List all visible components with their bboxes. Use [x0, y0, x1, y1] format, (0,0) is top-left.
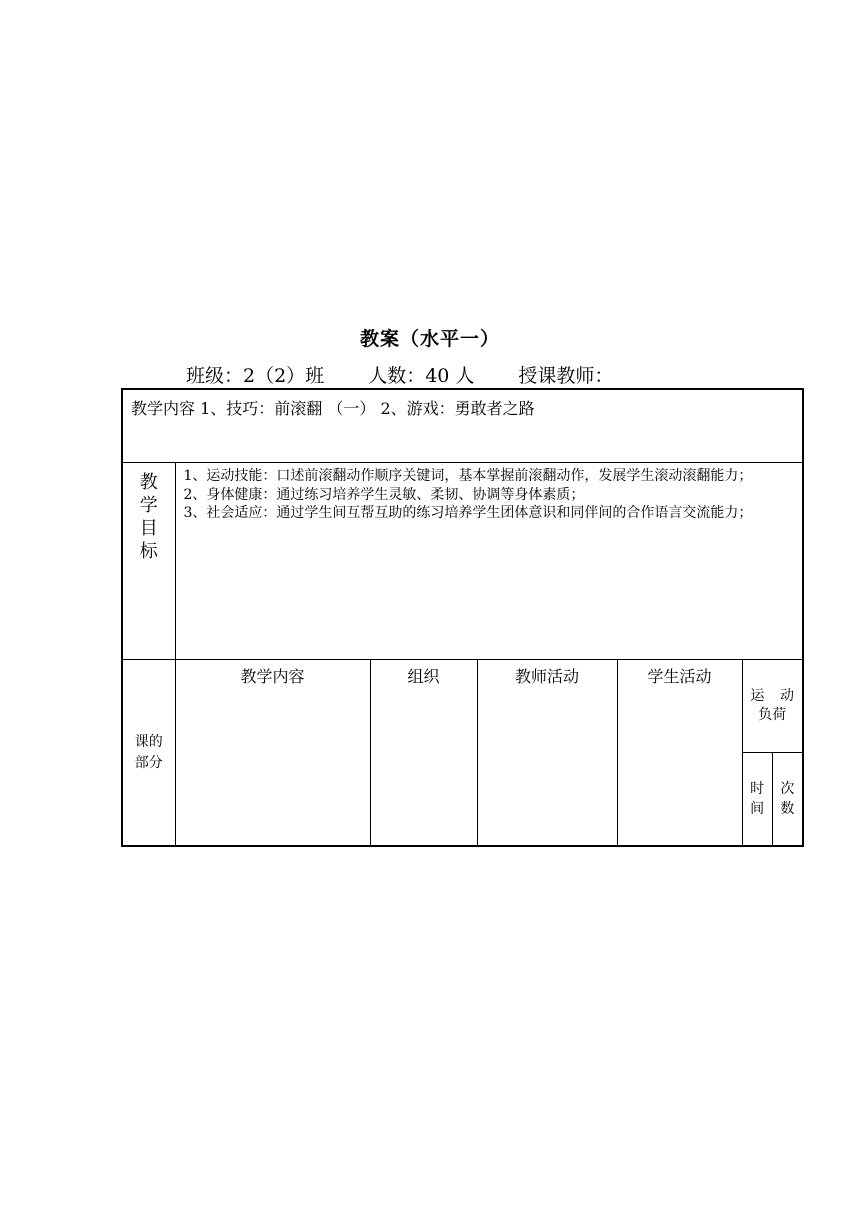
student-count: 人数：40 人: [368, 365, 475, 387]
times-header-char: 数: [780, 801, 795, 817]
times-header: [772, 753, 802, 846]
lesson-plan-table: [121, 388, 804, 847]
load-title-char: 运: [750, 688, 765, 704]
exercise-load-header: [742, 660, 803, 847]
goals-label-char: 目: [139, 518, 158, 539]
goal-item: 1、运动技能：口述前滚翻动作顺序关键词，基本掌握前滚翻动作，发展学生滚动滚翻能力；: [183, 468, 753, 484]
page-title: 教案（水平一）: [359, 328, 500, 350]
teaching-content-row: [122, 389, 803, 463]
student-activity-header: 学生活动: [617, 660, 742, 847]
lesson-part-line: 课的: [134, 733, 163, 750]
content-header: 教学内容: [175, 660, 370, 847]
teaching-goals-label: [122, 463, 175, 660]
teaching-goals-row: [122, 463, 803, 660]
lesson-part-header: [122, 660, 175, 847]
teacher-activity-header: 教师活动: [477, 660, 617, 847]
exercise-load-subtable: [743, 660, 803, 845]
goals-label-char: 教: [139, 472, 158, 493]
load-title-char: 动: [780, 688, 794, 704]
teaching-content-cell: 教学内容 1、技巧：前滚翻 （一） 2、游戏：勇敢者之路: [122, 389, 803, 463]
times-header-char: 次: [780, 781, 795, 797]
organize-header: 组织: [370, 660, 477, 847]
load-title-line2: 负荷: [758, 707, 787, 723]
goals-label-char: 学: [139, 495, 158, 516]
goal-item: 2、身体健康：通过练习培养学生灵敏、柔韧、协调等身体素质；: [183, 486, 585, 503]
time-header: [743, 753, 773, 846]
table-header-row: [122, 660, 803, 847]
class-info-line: [186, 361, 613, 388]
exercise-load-title: [743, 660, 803, 753]
teacher-label: 授课教师：: [518, 365, 614, 387]
class-label: 班级：2（2）班: [186, 365, 325, 387]
lesson-part-line: 部分: [134, 754, 163, 771]
time-header-char: 时: [750, 781, 765, 797]
goals-label-char: 标: [139, 541, 158, 562]
goal-item: 3、社会适应：通过学生间互帮互助的练习培养学生团体意识和同伴间的合作语言交流能力；: [183, 505, 753, 521]
time-header-char: 间: [750, 801, 765, 817]
teaching-goals-text: [175, 463, 803, 660]
